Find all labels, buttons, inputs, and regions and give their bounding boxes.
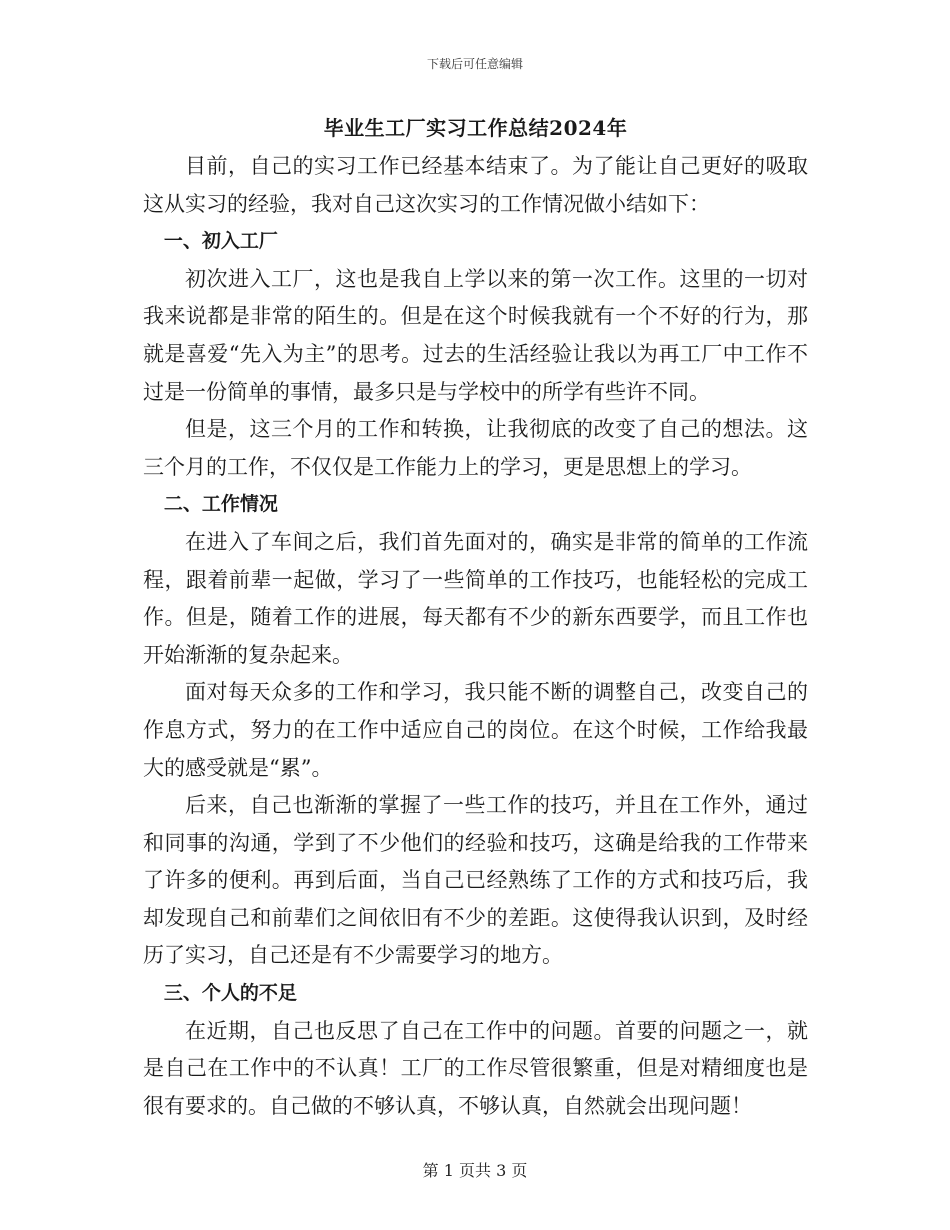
paragraph-shortcomings: 在近期，自己也反思了自己在工作中的问题。首要的问题之一，就是自己在工作中的不认真！工厂的工作尽管很繁重，但是对精细度也是很有要求的。自己做的不够认真，不够认真，自然就会出现问题！ <box>143 1018 808 1118</box>
paragraph-skills: 后来，自己也渐渐的掌握了一些工作的技巧，并且在工作外，通过和同事的沟通，学到了不少他们的经验和技巧，这确是给我的工作带来了许多的便利。再到后面，当自己已经熟练了工作的方式和技巧后，我却发现自己和前辈们之间依旧有不少的差距。这使得我认识到，及时经历了实习，自己还是有不少需要学习的地方。 <box>143 793 808 968</box>
paragraph-first-entry: 初次进入工厂，这也是我自上学以来的第一次工作。这里的一切对我来说都是非常的陌生的。但是在这个时候我就有一个不好的行为，那就是喜爱“先入为主”的思考。过去的生活经验让我以为再工厂中工作不过是一份简单的事情，最多只是与学校中的所学有些许不同。 <box>143 266 808 404</box>
header-note: 下载后可任意编辑 <box>426 57 523 71</box>
section-heading-2: 二、工作情况 <box>163 493 278 516</box>
section-heading-3: 三、个人的不足 <box>163 982 297 1005</box>
document-body <box>143 108 808 1125</box>
document-title: 毕业生工厂实习工作总结2024年 <box>323 116 628 140</box>
paragraph-change: 但是，这三个月的工作和转换，让我彻底的改变了自己的想法。这三个月的工作，不仅仅是工作能力上的学习，更是思想上的学习。 <box>143 417 808 479</box>
paragraph-intro: 目前，自己的实习工作已经基本结束了。为了能让自己更好的吸取这从实习的经验，我对自己这次实习的工作情况做小结如下： <box>143 154 808 216</box>
section-heading-1: 一、初入工厂 <box>163 230 278 253</box>
paragraph-adjust: 面对每天众多的工作和学习，我只能不断的调整自己，改变自己的作息方式，努力的在工作中适应自己的岗位。在这个时候，工作给我最大的感受就是“累”。 <box>143 680 808 780</box>
paragraph-workshop: 在进入了车间之后，我们首先面对的，确实是非常的简单的工作流程，跟着前辈一起做，学习了一些简单的工作技巧，也能轻松的完成工作。但是，随着工作的进展，每天都有不少的新东西要学，而且工作也开始渐渐的复杂起来。 <box>143 529 808 667</box>
page-footer: 第 1 页共 3 页 <box>422 1161 528 1180</box>
